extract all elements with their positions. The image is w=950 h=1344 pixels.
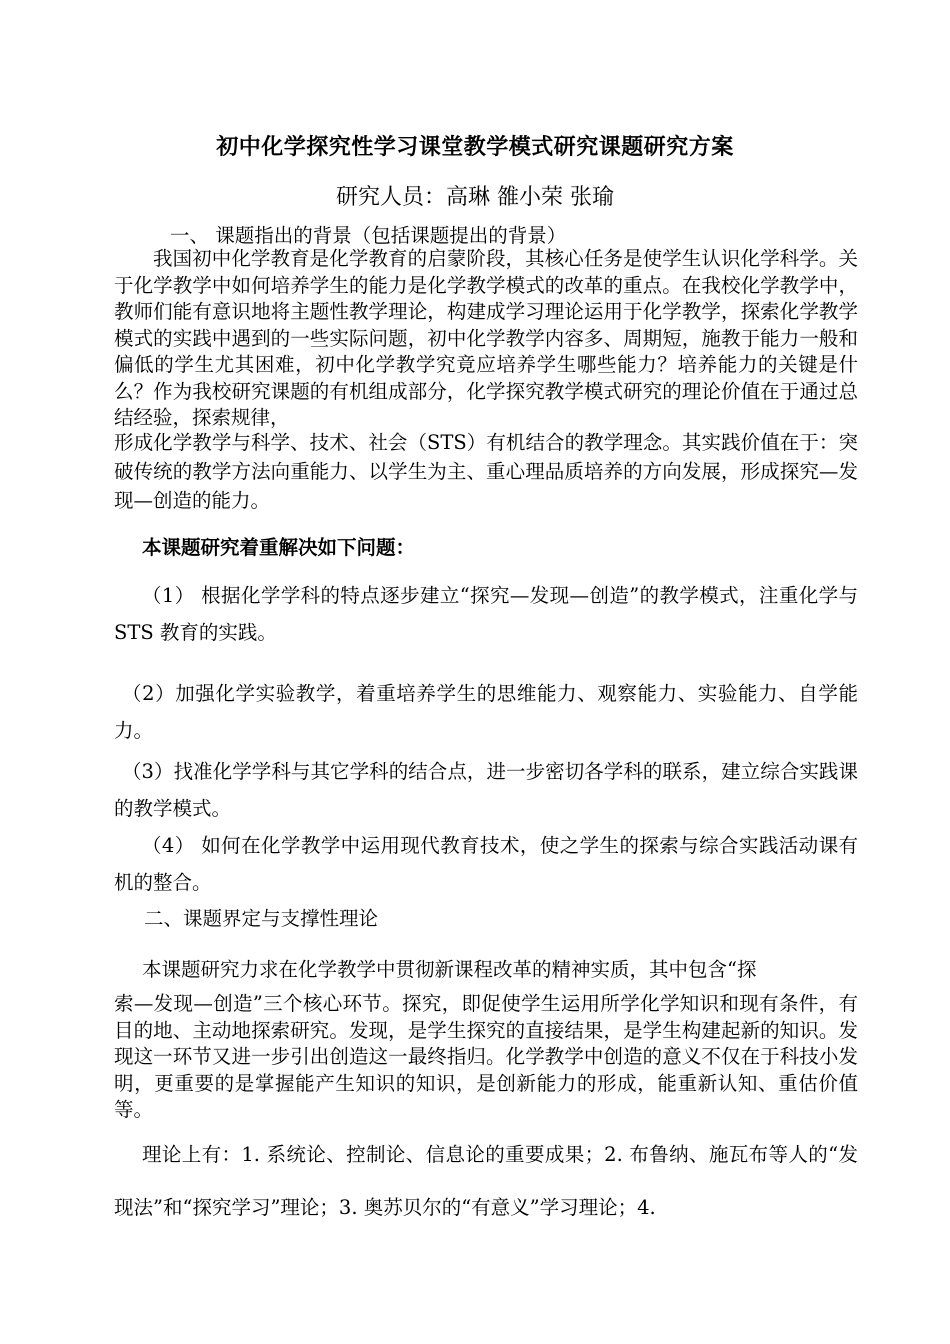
section-1-paragraph-1: 我国初中化学教育是化学教育的启蒙阶段，其核心任务是使学生认识化学科学。关于化学教学中如何培养学生的能力是化学教学模式的改革的重点。在我校化学教学中，教师们能有意识地将主题性教学理论，构建成学习理论运用于化学教学，探索化学教学模式的实践中遇到的一些实际问题，初中化学教学内容多、周期短，施教于能力一般和偏低的学生尤其困难，初中化学教学究竟应培养学生哪些能力？培养能力的关键是什么？作为我校研究课题的有机组成部分，化学探究教学模式研究的理论价值在于通过总结经验，探索规律， [114, 247, 858, 429]
section-2-paragraph-1-line-1: 本课题研究力求在化学教学中贯彻新课程改革的精神实质，其中包含“探 [142, 958, 757, 981]
problem-1: （1） 根据化学学科的特点逐步建立“探究—发现—创造”的教学模式，注重化学与 STS 教育的实践。 [114, 584, 858, 644]
document-title: 初中化学探究性学习课堂教学模式研究课题研究方案 [216, 134, 734, 160]
section-2-heading: 二、课题界定与支撑性理论 [144, 907, 379, 930]
section-1-paragraph-2: 形成化学教学与科学、技术、社会（STS）有机结合的教学理念。其实践价值在于：突破传统的教学方法向重能力、以学生为主、重心理品质培养的方向发展，形成探究—发现—创造的能力。 [114, 431, 858, 512]
section-1-heading: 一、 课题指出的背景（包括课题提出的背景） [170, 224, 567, 247]
document-authors: 研究人员：高琳 雒小荣 张瑜 [336, 185, 614, 210]
section-2-paragraph-2: 理论上有：1. 系统论、控制论、信息论的重要成果；2. 布鲁纳、施瓦布等人的“发现法”和“探究学习”理论；3. 奥苏贝尔的“有意义”学习理论；4. [114, 1143, 858, 1219]
problem-2: （2）加强化学实验教学，着重培养学生的思维能力、观察能力、实验能力、自学能力。 [114, 682, 858, 742]
problem-3: （3）找准化学学科与其它学科的结合点，进一步密切各学科的联系，建立综合实践课的教学模式。 [114, 760, 858, 820]
problem-4: （4） 如何在化学教学中运用现代教育技术，使之学生的探索与综合实践活动课有机的整合。 [114, 834, 858, 894]
section-2-paragraph-1-rest: 索—发现—创造”三个核心环节。探究，即促使学生运用所学化学知识和现有条件，有目的地、主动地探索研究。发现，是学生探究的直接结果，是学生构建起新的知识。发现这一环节又进一步引出创造这一最终指归。化学教学中创造的意义不仅在于科技小发明，更重要的是掌握能产生知识的知识，是创新能力的形成，能重新认知、重估价值等。 [114, 992, 858, 1121]
problems-heading: 本课题研究着重解决如下问题： [142, 536, 416, 559]
